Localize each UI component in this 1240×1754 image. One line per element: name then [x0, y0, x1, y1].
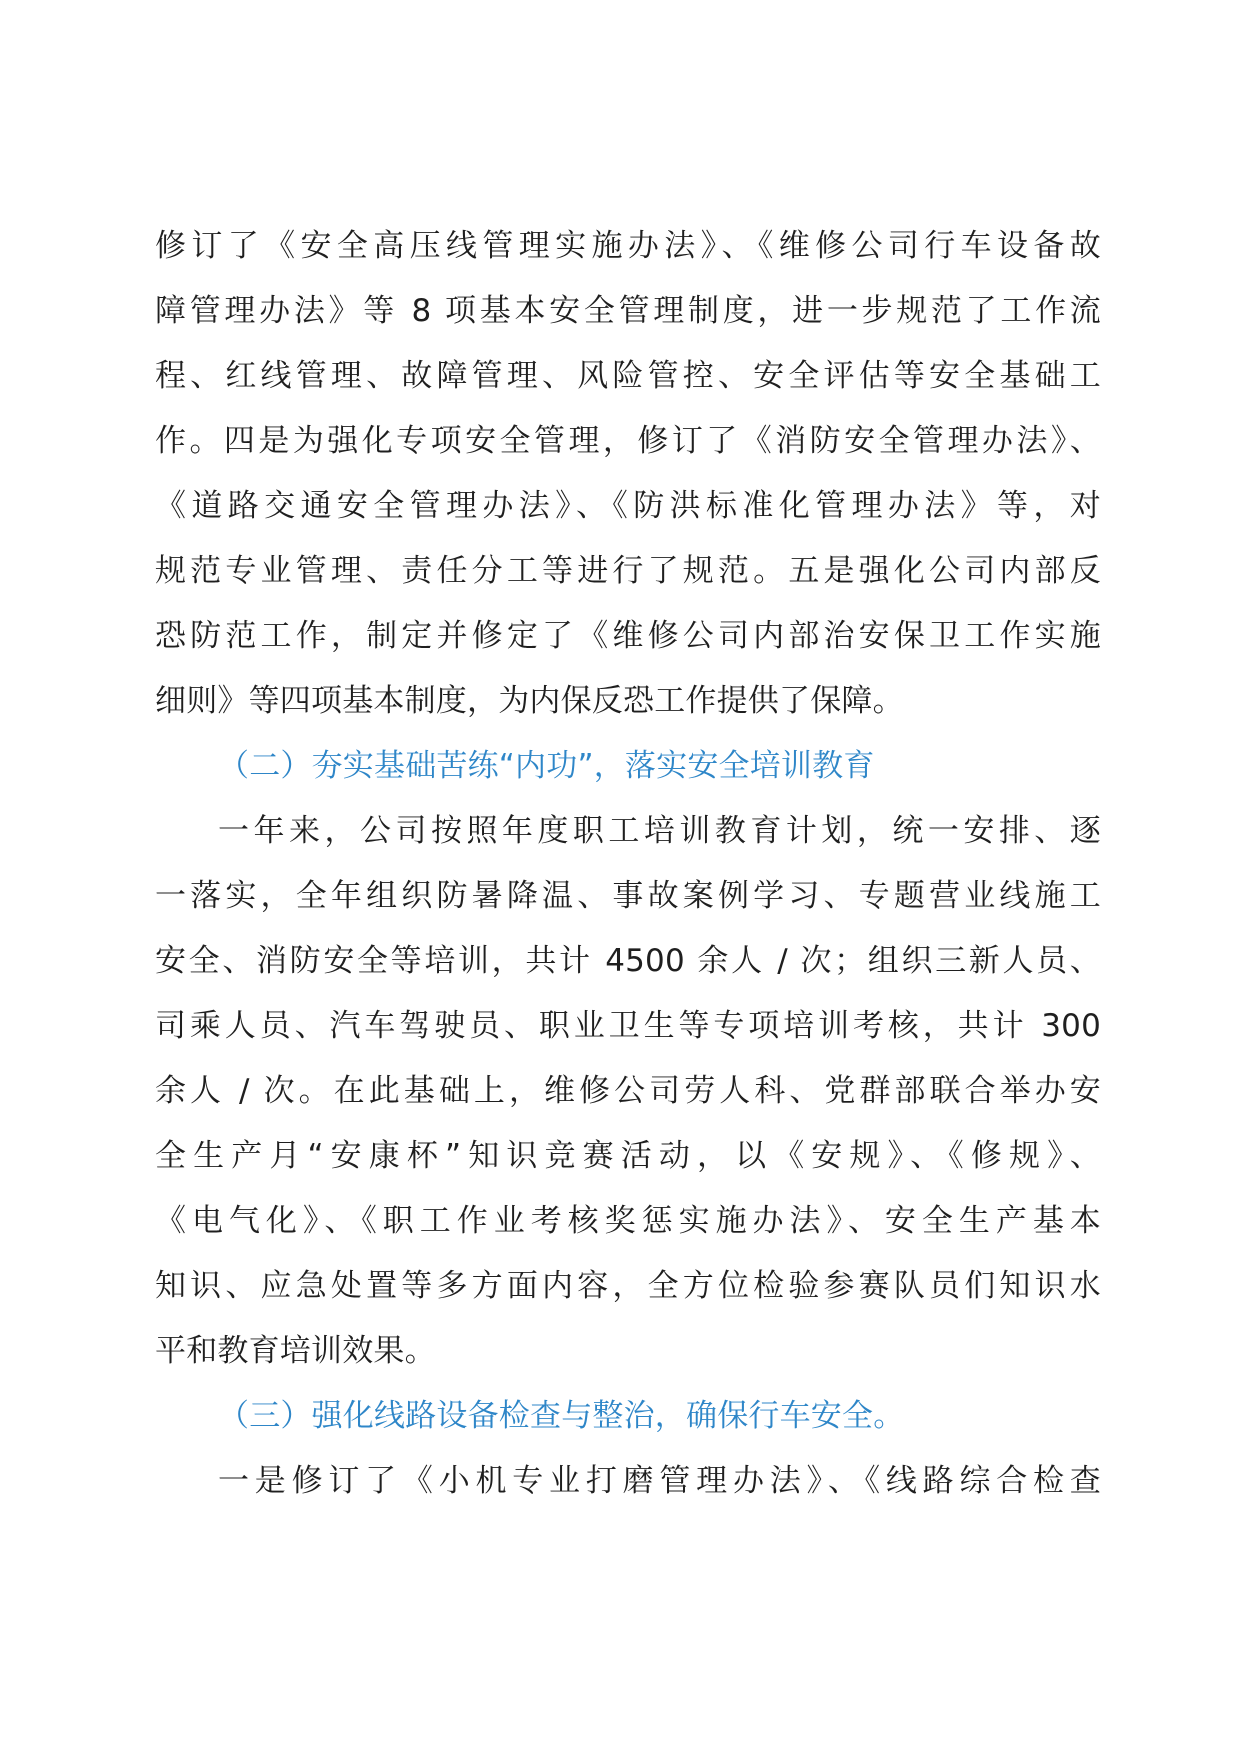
text-line: 恐防范工作，制定并修定了《维修公司内部治安保卫工作实施	[155, 618, 1101, 654]
text-line: 一是修订了《小机专业打磨管理办法》、《线路综合检查	[218, 1463, 1101, 1499]
text-line: 一落实，全年组织防暑降温、事故案例学习、专题营业线施工	[155, 878, 1101, 914]
text-line: 障管理办法》等 8 项基本安全管理制度，进一步规范了工作流	[155, 293, 1101, 329]
text-line: 一年来，公司按照年度职工培训教育计划，统一安排、逐	[218, 813, 1101, 849]
text-line: 知识、应急处置等多方面内容，全方位检验参赛队员们知识水	[155, 1268, 1101, 1304]
text-line: 《电气化》、《职工作业考核奖惩实施办法》、安全生产基本	[155, 1203, 1101, 1239]
text-line: 规范专业管理、责任分工等进行了规范。五是强化公司内部反	[155, 553, 1101, 589]
text-line: 安全、消防安全等培训，共计 4500 余人 / 次；组织三新人员、	[155, 943, 1101, 979]
text-line: 平和教育培训效果。	[155, 1333, 436, 1369]
section-heading-3: （三）强化线路设备检查与整治，确保行车安全。	[218, 1398, 905, 1434]
text-line: 余人 / 次。在此基础上，维修公司劳人科、党群部联合举办安	[155, 1073, 1101, 1109]
text-line: 司乘人员、汽车驾驶员、职业卫生等专项培训考核，共计 300	[155, 1008, 1101, 1044]
text-line: 修订了《安全高压线管理实施办法》、《维修公司行车设备故	[155, 228, 1101, 264]
text-line: 程、红线管理、故障管理、风险管控、安全评估等安全基础工	[155, 358, 1101, 394]
text-line: 全生产月“安康杯”知识竞赛活动，以《安规》、《修规》、	[155, 1138, 1101, 1174]
document-body	[155, 214, 1101, 1514]
text-line: 作。四是为强化专项安全管理，修订了《消防安全管理办法》、	[155, 423, 1101, 459]
text-line: 细则》等四项基本制度，为内保反恐工作提供了保障。	[155, 683, 904, 719]
section-heading-2: （二）夯实基础苦练“内功”，落实安全培训教育	[218, 748, 875, 784]
text-line: 《道路交通安全管理办法》、《防洪标准化管理办法》等，对	[155, 488, 1101, 524]
